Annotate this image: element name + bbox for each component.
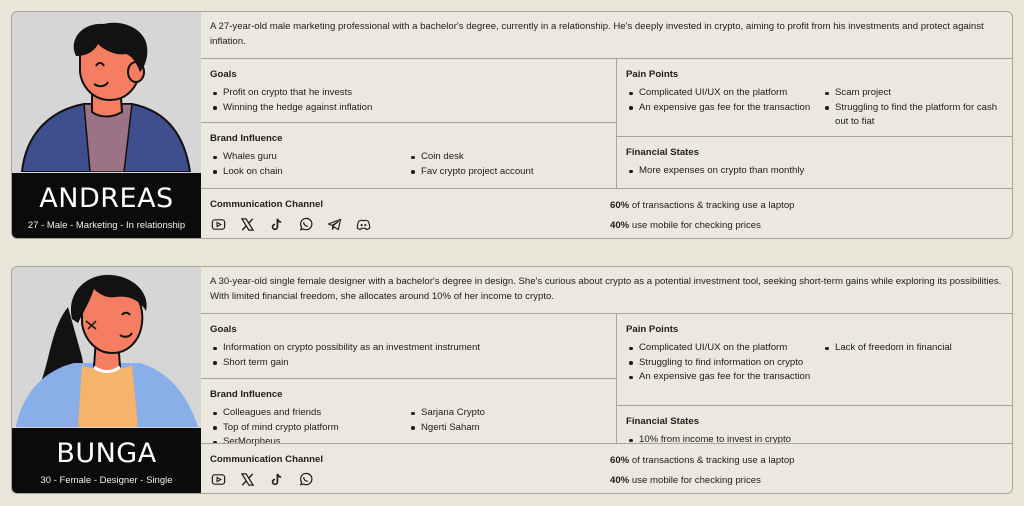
device-usage-stats	[610, 454, 795, 494]
communication-channel-title: Communication Channel	[210, 454, 323, 465]
x-icon[interactable]	[239, 471, 255, 487]
list-item: Information on crypto possibility as an investment instrument	[210, 341, 607, 356]
list-item: Winning the hedge against inflation	[210, 101, 607, 116]
pain-points-title: Pain Points	[626, 324, 679, 335]
brand-influence-title: Brand Influence	[210, 389, 283, 400]
persona-meta: 27 - Male - Marketing - In relationship	[27, 220, 186, 231]
brand-influence-section	[201, 379, 617, 447]
persona-name: ANDREAS	[39, 183, 174, 214]
youtube-icon[interactable]	[210, 471, 226, 487]
persona-content	[201, 267, 1013, 494]
youtube-icon[interactable]	[210, 216, 226, 232]
laptop-usage-stat: 60% of transactions & tracking use a laptop	[610, 455, 795, 466]
list-item: Coin desk	[408, 150, 534, 165]
goals-section	[201, 314, 617, 379]
list-item: Colleagues and friends	[210, 406, 408, 421]
pain-points-section	[617, 59, 1013, 137]
persona-meta: 30 - Female - Designer - Single	[40, 475, 173, 486]
persona-name: BUNGA	[56, 438, 157, 469]
list-item: An expensive gas fee for the transaction	[626, 101, 822, 116]
male-avatar-illustration	[12, 12, 201, 172]
persona-bio: A 30-year-old single female designer with a bachelor's degree in design. She's curious about crypto as a potential investment tool, seeking short-term gains while exploring its possibilities. With limited financial freedom, she allocates around 10% of her income to crypto.	[201, 267, 1013, 314]
persona-bio: A 27-year-old male marketing professional with a bachelor's degree, currently in a relationship. He's deeply invested in crypto, aiming to profit from his investments and protect against inflation.	[201, 12, 1013, 59]
discord-icon[interactable]	[355, 216, 371, 232]
brand-influence-section	[201, 123, 617, 188]
x-icon[interactable]	[239, 216, 255, 232]
goals-title: Goals	[210, 69, 237, 80]
list-item: Profit on crypto that he invests	[210, 86, 607, 101]
persona-card-andreas	[11, 11, 1013, 239]
financial-states-section	[617, 406, 1013, 443]
list-item: Whales guru	[210, 150, 408, 165]
communication-channel-section	[201, 188, 1013, 239]
telegram-icon[interactable]	[326, 216, 342, 232]
tiktok-icon[interactable]	[268, 216, 284, 232]
list-item: Lack of freedom in financial	[822, 341, 1007, 356]
list-item: Sarjana Crypto	[408, 406, 485, 421]
tiktok-icon[interactable]	[268, 471, 284, 487]
persona-card-bunga	[11, 266, 1013, 494]
financial-states-title: Financial States	[626, 416, 700, 427]
whatsapp-icon[interactable]	[297, 471, 313, 487]
list-item: Top of mind crypto platform	[210, 421, 408, 436]
pain-points-title: Pain Points	[626, 69, 679, 80]
female-avatar-illustration	[12, 267, 201, 427]
persona-content	[201, 12, 1013, 239]
list-item: Fav crypto project account	[408, 165, 534, 180]
persona-avatar	[12, 267, 201, 494]
goals-section	[201, 59, 617, 123]
laptop-usage-stat: 60% of transactions & tracking use a laptop	[610, 200, 795, 211]
list-item: Complicated UI/UX on the platform	[626, 341, 822, 356]
mobile-usage-stat: 40% use mobile for checking prices	[610, 220, 761, 231]
list-item: Scam project	[822, 86, 1007, 101]
list-item: Complicated UI/UX on the platform	[626, 86, 822, 101]
goals-title: Goals	[210, 324, 237, 335]
persona-namebar	[12, 173, 201, 239]
list-item: Look on chain	[210, 165, 408, 180]
financial-states-title: Financial States	[626, 147, 700, 158]
whatsapp-icon[interactable]	[297, 216, 313, 232]
list-item: More expenses on crypto than monthly	[626, 164, 1005, 179]
persona-avatar	[12, 12, 201, 239]
list-item: SerMorpheus	[210, 435, 408, 450]
list-item: 10% from income to invest in crypto	[626, 433, 1005, 448]
financial-states-section	[617, 137, 1013, 188]
list-item: Struggling to find information on crypto	[626, 356, 822, 371]
communication-channel-title: Communication Channel	[210, 199, 323, 210]
list-item: Short term gain	[210, 356, 607, 371]
mobile-usage-stat: 40% use mobile for checking prices	[610, 475, 761, 486]
list-item: Ngerti Saham	[408, 421, 485, 436]
list-item: Struggling to find the platform for cash out to fiat	[822, 101, 1007, 130]
brand-influence-title: Brand Influence	[210, 133, 283, 144]
communication-channel-section	[201, 443, 1013, 494]
persona-namebar	[12, 428, 201, 494]
pain-points-section	[617, 314, 1013, 406]
device-usage-stats	[610, 199, 795, 239]
list-item: An expensive gas fee for the transaction	[626, 370, 822, 385]
